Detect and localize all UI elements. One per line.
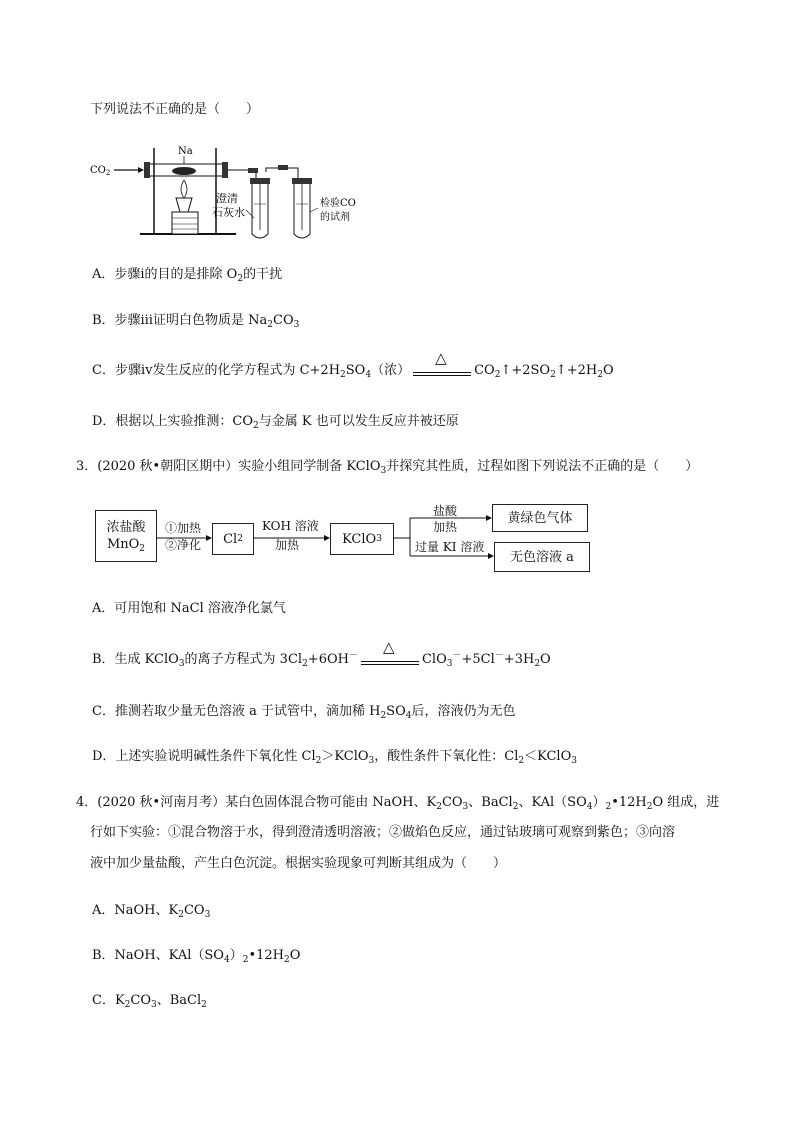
q2a-sub: 2 (237, 274, 244, 284)
q4a-t2: CO (183, 903, 205, 918)
q4-option-a (92, 902, 210, 920)
q4a-t1: A．NaOH、K (92, 903, 179, 918)
q2c-p2s: 2 (550, 370, 556, 380)
q3-stem-2: 并探究其性质，过程如图下列说法不正确的是（ ） (386, 459, 699, 474)
test-co-label-2: 的试剂 (320, 212, 350, 223)
q4-l1-e: ） (592, 795, 606, 810)
q3b-p3: +3H (503, 652, 535, 667)
q3c-s2: 4 (405, 711, 412, 721)
flow-box1-line1: 浓盐酸 (106, 520, 146, 535)
q3d-s4: 3 (571, 756, 577, 766)
q3b-p4: O (540, 652, 551, 667)
q4b-s2: 2 (242, 955, 249, 965)
q3b-p2sup: － (494, 651, 504, 661)
q4-l1-s1: 2 (436, 802, 442, 812)
q3c-t1: C．推测若取少量无色溶液 a 于试管中，滴加稀 H (92, 704, 381, 719)
flow-arrow1-top: ①加热 (165, 521, 202, 535)
q2d-sub: 2 (253, 421, 259, 431)
q2c-p3: ↑+2H (555, 363, 598, 378)
q4a-s1: 2 (178, 910, 184, 920)
q3b-s1: 3 (178, 659, 185, 669)
q4-l1-s3: 2 (512, 802, 519, 812)
q3c-t3: 后，溶液仍为无色 (411, 704, 516, 719)
q4-stem-line2: 行如下实验：①混合物溶于水，得到澄清透明溶液；②做焰色反应，通过钴玻璃可观察到紫色；③向溶 (90, 825, 676, 840)
q3b-p2: +5Cl (461, 652, 495, 667)
q3b-s2: 2 (302, 659, 308, 669)
q2b-sub-1: 2 (267, 320, 274, 330)
q4c-s1: 2 (124, 1000, 131, 1010)
flow-box1-sub: 2 (139, 544, 146, 554)
q3b-t1: B．生成 KClO (92, 652, 179, 667)
q4-l1-a: 4．(2020 秋•河南月考）某白色固体混合物可能由 NaOH、K (76, 795, 437, 810)
flow-box-chlorine: Cl 2 (212, 523, 254, 555)
q2b-sub-2: 3 (293, 320, 300, 330)
flow-branch1-bottom: 加热 (433, 520, 458, 534)
q4-stem-line1 (76, 794, 719, 812)
flow-box1-mno: MnO (106, 537, 140, 552)
q3d-s3: 2 (518, 756, 525, 766)
q2c-p4: O (602, 363, 614, 378)
flow-branch1-top: 盐酸 (433, 504, 458, 518)
q4c-s3: 2 (201, 1000, 207, 1010)
q3b-p1s: 3 (446, 659, 453, 669)
q4-l1-s5: 2 (605, 802, 612, 812)
q2c-text-1: C．步骤ⅳ发生反应的化学方程式为 C+2H (92, 363, 341, 378)
q3c-s1: 2 (380, 711, 387, 721)
heat-condition (361, 637, 419, 668)
q2a-text-1: A．步骤ⅰ的目的是排除 O (92, 267, 238, 282)
flow-arrow2-top: KOH 溶液 (262, 519, 319, 533)
q3c-t2: SO (386, 704, 406, 719)
flow-branch2-top: 过量 KI 溶液 (415, 540, 485, 554)
flow-box3-text: KClO (342, 531, 377, 547)
delta-symbol: △ (382, 637, 395, 656)
q2c-p1: CO (474, 363, 495, 378)
q4b-s3: 2 (284, 955, 290, 965)
q4b-t1: B．NaOH、KAl（SO (92, 948, 224, 963)
q4b-t4: O (289, 948, 301, 963)
flow-box-kclo3: KClO 3 (330, 523, 394, 555)
q2-stem: 下列说法不正确的是（ ） (90, 102, 260, 117)
q3d-t4: ＜KClO (524, 749, 572, 764)
q3d-s1: 2 (315, 756, 322, 766)
q4-l1-f: •12H (611, 795, 647, 810)
q4-option-b (92, 947, 300, 965)
q2c-p2: ↑+2SO (500, 363, 551, 378)
q3-stem-sub: 3 (380, 466, 387, 476)
q4-l1-d: 、KAl（SO (518, 795, 587, 810)
q3b-t2: 的离子方程式为 3Cl (184, 652, 303, 667)
q4c-t1: C．K (92, 993, 125, 1008)
q4-l1-c: 、BaCl (468, 795, 513, 810)
q4c-t3: 、BaCl (156, 993, 202, 1008)
q3d-t3: ，酸性条件下氧化性：Cl (374, 749, 519, 764)
q3b-t3: +6OH (307, 652, 349, 667)
q2c-p3s: 2 (597, 370, 603, 380)
delta-symbol: △ (435, 348, 447, 367)
q2c-sub-1: 2 (340, 370, 346, 380)
q2c-p1s: 2 (494, 370, 501, 380)
flow-arrow1-bottom: ②净化 (165, 538, 202, 552)
q4-l1-s6: 2 (646, 802, 653, 812)
q4-l1-s4: 4 (586, 802, 593, 812)
q3b-p3s: 2 (534, 659, 541, 669)
flow-box-colorless-solution: 无色溶液 a (494, 542, 590, 572)
q2a-text-2: 的干扰 (243, 267, 283, 282)
flow-box-yellow-green-gas: 黄绿色气体 (492, 504, 588, 532)
q3-option-a: A．可用饱和 NaCl 溶液净化氯气 (92, 601, 286, 616)
q2c-sub-2: 4 (365, 370, 372, 380)
q4-l1-b: CO (441, 795, 463, 810)
q3b-p1: ClO (421, 652, 447, 667)
q2d-text-2: 与金属 K 也可以发生反应并被还原 (258, 414, 459, 429)
limewater-label-1: 澄清 (216, 192, 238, 205)
q4-stem-line3: 液中加少量盐酸，产生白色沉淀。根据实验现象可判断其组成为（ ） (90, 856, 507, 871)
q4a-s2: 3 (204, 910, 211, 920)
na-label: Na (178, 146, 193, 157)
q3d-t1: D．上述实验说明碱性条件下氧化性 Cl (92, 749, 316, 764)
q4c-s2: 3 (151, 1000, 157, 1010)
q4-l1-g: O 组成，进 (652, 795, 720, 810)
q2c-text-3: （浓） (371, 363, 411, 378)
test-co-label-1: 检验CO (320, 198, 356, 209)
q2b-text-1: B．步骤ⅲ证明白色物质是 Na (92, 313, 268, 328)
q3b-p1sup: － (452, 651, 462, 661)
co2-label: $CO_2$ (90, 165, 111, 177)
q2c-text-2: SO (345, 363, 366, 378)
q3-option-c (92, 703, 516, 721)
q3b-sup1: － (348, 651, 358, 661)
q2b-text-2: CO (273, 313, 294, 328)
q3-option-b (92, 637, 551, 669)
flow-box2-text: Cl (223, 531, 238, 547)
q2d-text-1: D．根据以上实验推测：CO (92, 414, 254, 429)
q3d-t2: ＞KClO (321, 749, 369, 764)
limewater-label-2: 石灰水 (212, 206, 245, 219)
q4b-t2: ） (229, 948, 243, 963)
q3d-s2: 3 (368, 756, 375, 766)
q3-option-d (92, 748, 577, 766)
q4b-s1: 4 (223, 955, 230, 965)
q4-l1-s2: 3 (462, 802, 469, 812)
q3-stem-1: 3．(2020 秋•朝阳区期中）实验小组同学制备 KClO (76, 459, 381, 474)
flow-arrow2-bottom: 加热 (275, 538, 300, 552)
q4c-t2: CO (130, 993, 152, 1008)
q4b-t3: •12H (248, 948, 284, 963)
q4-option-c (92, 992, 207, 1010)
